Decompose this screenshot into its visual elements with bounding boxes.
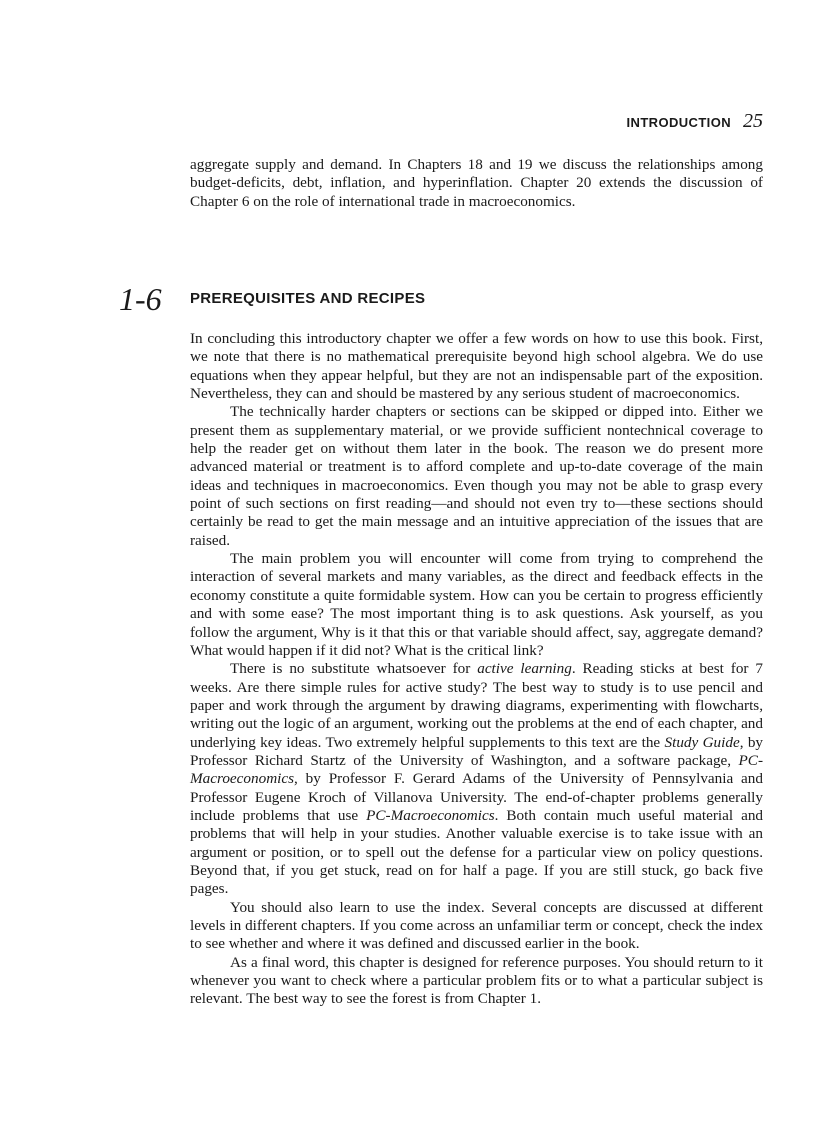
text-run: , by Professor F. Gerard Adams of the University of Pennsylvania and Professor Eugene Kroch of Villanova University. The end-of-chapter problems generally include problems that use: [190, 770, 763, 824]
running-header-title: INTRODUCTION: [626, 115, 731, 130]
emphasis-software-name: PC-Macroeconomics: [190, 751, 763, 788]
emphasis-software-name: PC-Macroeconomics: [366, 806, 495, 824]
section-body: [190, 330, 763, 1009]
section-number: 1-6: [119, 281, 162, 317]
page-number: 25: [743, 110, 763, 132]
paragraph-final-word: As a final word, this chapter is designed for reference purposes. You should return to it whenever you want to check where a particular problem fits or to what a particular subject is relevant. The best way to see the forest is from Chapter 1.: [190, 953, 763, 1008]
continued-paragraph: aggregate supply and demand. In Chapters 18 and 19 we discuss the relationships among budget-deficits, debt, inflation, and hyperinflation. Chapter 20 extends the discussion of Chapter 6 on the role of international trade in macroeconomics.: [190, 156, 763, 210]
text-run: . Reading sticks at best for 7 weeks. Are there simple rules for active study? The best way to study is to use pencil and paper and work through the argument by drawing diagrams, experimenting with flowcharts, writing out the logic of an argument, working out the problems at the end of each chapter, and underlying key ideas. Two extremely helpful supplements to this text are the: [190, 660, 763, 751]
emphasis-study-guide: Study Guide: [664, 733, 740, 751]
paragraph-prerequisites: In concluding this introductory chapter we offer a few words on how to use this book. First, we note that there is no mathematical prerequisite beyond high school algebra. We do use equations when they appear helpful, but they are not an indispensable part of the exposition. Nevertheless, they can and should be mastered by any serious student of macroeconomics.: [190, 330, 763, 403]
paragraph-active-learning: [190, 660, 763, 898]
emphasis-active-learning: active learning: [477, 660, 572, 678]
text-run: . Both contain much useful material and problems that will help in your studies. Another valuable exercise is to take issue with an argument or position, or to spell out the defense for a particular view on policy questions. Beyond that, if you get stuck, read on for half a page. If you are still stuck, go back five pages.: [190, 806, 764, 898]
paragraph-main-problem: The main problem you will encounter will come from trying to comprehend the interaction of several markets and many variables, as the direct and feedback effects in the economy constitute a quite formidable system. How can you be certain to progress efficiently and with some ease? The most important thing is to ask questions. Ask yourself, as you follow the argument, Why is it that this or that variable should affect, say, aggregate demand? What would happen if it did not? What is the critical link?: [190, 550, 763, 659]
paragraph-index: You should also learn to use the index. Several concepts are discussed at different levels in different chapters. If you come across an unfamiliar term or concept, check the index to see whether and where it was defined and discussed earlier in the book.: [190, 898, 763, 953]
text-run: , by Professor Richard Startz of the University of Washington, and a software package,: [190, 733, 764, 769]
paragraph-technical-chapters: The technically harder chapters or sections can be skipped or dipped into. Either we present them as supplementary material, or we provide sufficient nontechnical coverage to help the reader get on without them later in the book. The reason we do present more advanced material or treatment is to afford complete and up-to-date coverage of the main ideas and techniques in macroeconomics. Even though you may not be able to grasp every point of such sections on first reading—and should not even try to—these sections should certainly be read to get the main message and an intuitive appreciation of the issues that are raised.: [190, 403, 763, 549]
text-run: There is no substitute whatsoever for: [230, 660, 478, 678]
running-header: [190, 110, 763, 133]
section-title: PREREQUISITES AND RECIPES: [190, 290, 426, 307]
